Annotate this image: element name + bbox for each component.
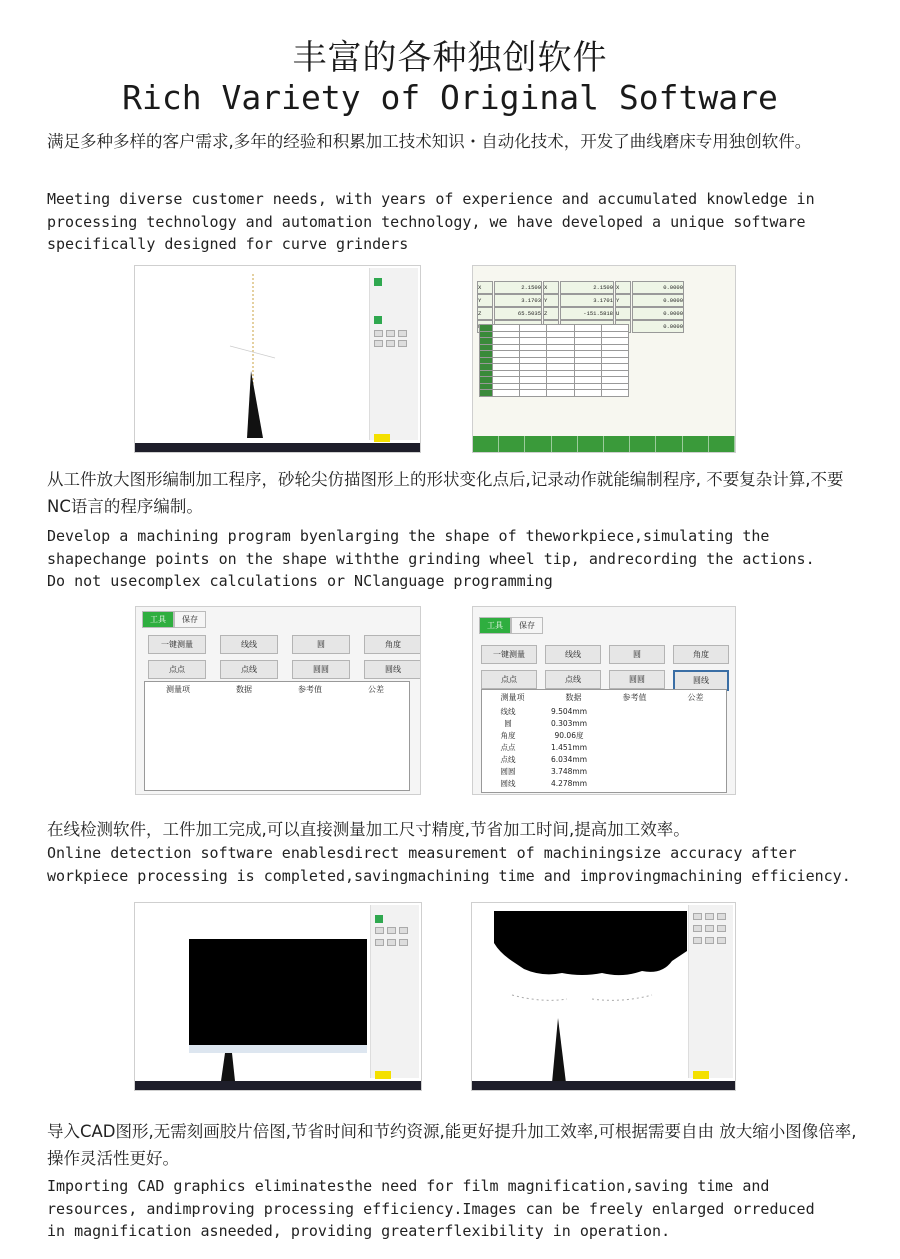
- cad-profile-screenshot: [471, 902, 736, 1091]
- taskbar: [135, 1081, 421, 1090]
- table-row: 圆圆 3.748mm: [500, 766, 588, 776]
- control-sidebar: [688, 905, 733, 1078]
- tab-save[interactable]: 保存: [511, 617, 543, 634]
- line-line-button[interactable]: 线线: [545, 645, 601, 664]
- measure-panel-empty: [135, 606, 421, 795]
- col-tolerance: 公差: [687, 693, 704, 702]
- circle-button[interactable]: 圆: [292, 635, 350, 654]
- axis-row: X 2.1509 X 2.1509 X 0.0000: [477, 281, 695, 294]
- section4-cn: 导入CAD图形,无需刻画胶片倍图,节省时间和节约资源,能更好提升加工效率,可根据需要自由 放大缩小图像倍率,操作灵活性更好。: [47, 1122, 857, 1168]
- axis-row: 0.0000: [477, 320, 695, 333]
- table-row: 线线 9.504mm: [500, 706, 588, 716]
- table-row: 角度 90.06度: [500, 730, 584, 740]
- col-reference: 参考值: [298, 685, 322, 694]
- point-point-button[interactable]: 点点: [481, 670, 537, 689]
- page-title-en: Rich Variety of Original Software: [122, 78, 778, 117]
- tab-save[interactable]: 保存: [174, 611, 206, 628]
- control-sidebar: [369, 268, 418, 440]
- one-click-measure-button[interactable]: 一键测量: [148, 635, 206, 654]
- function-key-bar[interactable]: [473, 436, 735, 452]
- angle-button[interactable]: 角度: [364, 635, 421, 654]
- col-item: 测量项: [500, 693, 525, 702]
- col-data: 数据: [565, 693, 582, 702]
- program-grid: [479, 324, 629, 397]
- angle-button[interactable]: 角度: [673, 645, 729, 664]
- circle-circle-button[interactable]: 圆圆: [292, 660, 350, 679]
- point-line-button[interactable]: 点线: [220, 660, 278, 679]
- one-click-measure-button[interactable]: 一键测量: [481, 645, 537, 664]
- table-row: 点点 1.451mm: [500, 742, 588, 752]
- col-reference: 参考值: [622, 693, 647, 702]
- program-table-screenshot: [472, 265, 736, 453]
- section2-en: Develop a machining program byenlarging the shape of theworkpiece,simulating the shapechange points on the shape withthe grinding wheel tip, andrecording the actions. Do not usecomplex calculations or NClanguage programming: [47, 527, 815, 590]
- col-data: 数据: [236, 685, 252, 694]
- table-row: 圆 0.303mm: [504, 718, 588, 728]
- axis-row: Z 65.5035 Z -151.5818 U 0.0000: [477, 307, 695, 320]
- point-line-button[interactable]: 点线: [545, 670, 601, 689]
- control-sidebar: [370, 905, 419, 1078]
- taskbar: [135, 443, 420, 452]
- cad-import-screenshot: [134, 902, 422, 1091]
- grinding-view-screenshot: [134, 265, 421, 453]
- section4-en: Importing CAD graphics eliminatesthe need for film magnification,saving time and resources, andimproving processing efficiency.Images can be freely enlarged orreduced in magnification asneeded, providing greaterflexibility in operation.: [47, 1177, 815, 1240]
- measure-panel-results: [472, 606, 736, 795]
- section1-cn: 满足多种多样的客户需求,多年的经验和积累加工技术知识・自动化技术，开发了曲线磨床专用独创软件。: [47, 132, 812, 151]
- tab-tools[interactable]: 工具: [479, 617, 511, 634]
- section3-en: Online detection software enablesdirect measurement of machiningsize accuracy after workpiece processing is completed,savingmachining time and improvingmachining efficiency.: [47, 844, 851, 885]
- tab-tools[interactable]: 工具: [142, 611, 174, 628]
- section1-en: Meeting diverse customer needs, with years of experience and accumulated knowledge in processing technology and automation technology, we have developed a unique software specifically designed for curve grinders: [47, 190, 815, 253]
- section2-cn: 从工件放大图形编制加工程序，砂轮尖仿描图形上的形状变化点后,记录动作就能编制程序, 不要复杂计算,不要NC语言的程序编制。: [47, 470, 844, 516]
- taskbar: [472, 1081, 735, 1090]
- circle-circle-button[interactable]: 圆圆: [609, 670, 665, 689]
- circle-button[interactable]: 圆: [609, 645, 665, 664]
- measure-results-table: [144, 681, 410, 791]
- circle-line-button[interactable]: 圆线: [673, 670, 729, 691]
- table-row: 点线 6.034mm: [500, 754, 588, 764]
- table-row: 圆线 4.278mm: [500, 778, 588, 788]
- line-line-button[interactable]: 线线: [220, 635, 278, 654]
- axis-row: Y 3.1703 Y 3.1701 Y 0.0000: [477, 294, 695, 307]
- section3-cn: 在线检测软件，工件加工完成,可以直接测量加工尺寸精度,节省加工时间,提高加工效率。: [47, 820, 690, 839]
- circle-line-button[interactable]: 圆线: [364, 660, 421, 679]
- point-point-button[interactable]: 点点: [148, 660, 206, 679]
- page-title-cn: 丰富的各种独创软件: [292, 38, 608, 78]
- col-item: 测量项: [166, 685, 190, 694]
- col-tolerance: 公差: [368, 685, 384, 694]
- measure-results-table: [481, 689, 727, 793]
